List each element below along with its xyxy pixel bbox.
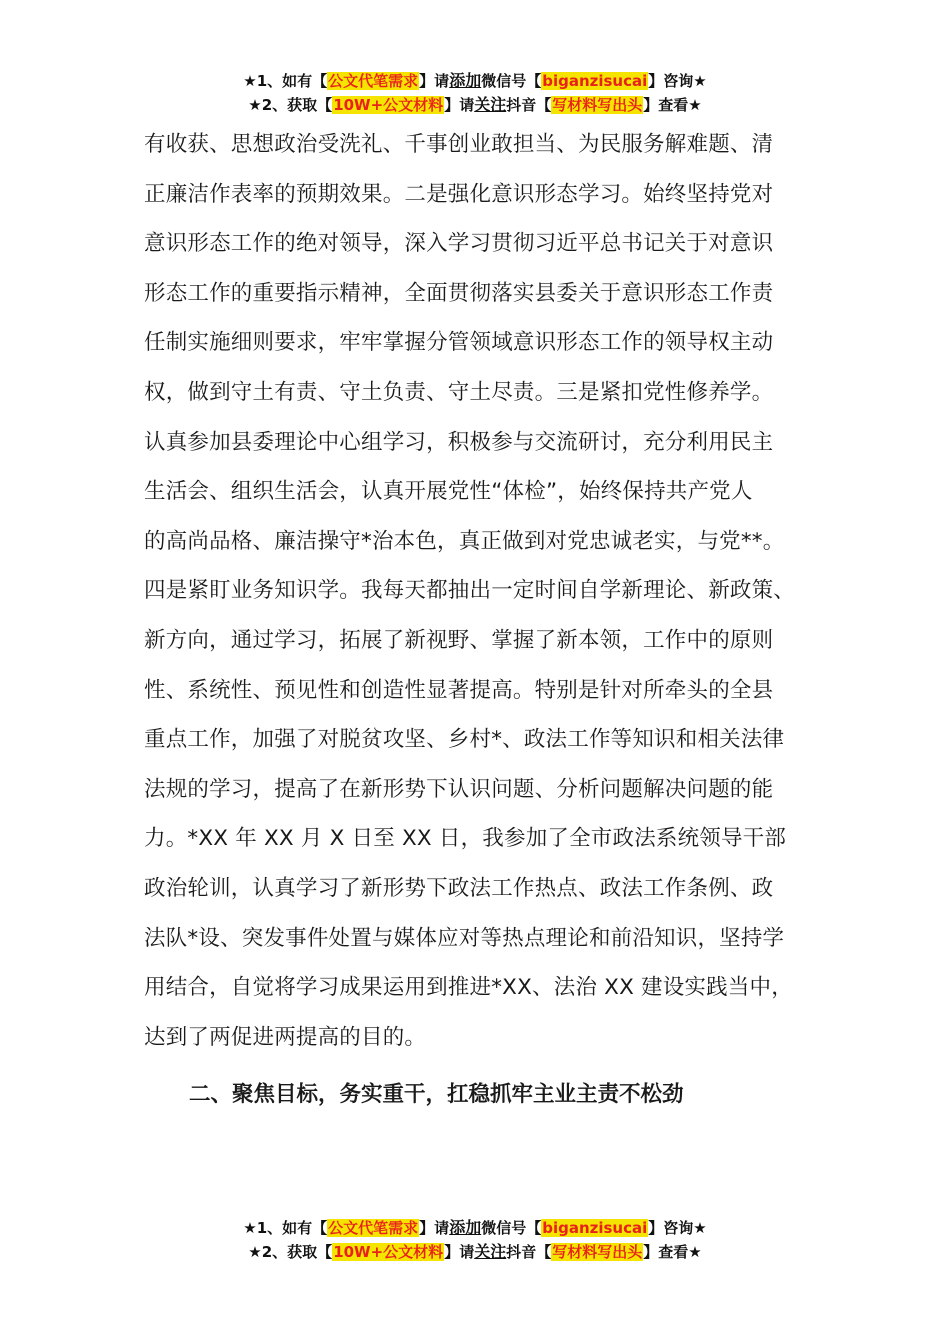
promo-text: 】咨询★ bbox=[648, 1219, 707, 1237]
promo-text: ★2、获取【 bbox=[248, 1243, 333, 1261]
promo-text: 】请 bbox=[444, 96, 475, 114]
promo-text: 】查看★ bbox=[643, 96, 702, 114]
paragraph-line: 达到了两促进两提高的目的。 bbox=[144, 1024, 427, 1050]
promo-highlight: 10W+公文材料 bbox=[333, 96, 444, 114]
promo-underlined: 添加 bbox=[449, 71, 482, 90]
paragraph-line: 意识形态工作的绝对领导，深入学习贯彻习近平总书记关于对意识 bbox=[144, 231, 774, 257]
paragraph-line: 有收获、思想政治受洗礼、千事创业敢担当、为民服务解难题、清 bbox=[144, 132, 774, 157]
paragraph-line: 新方向，通过学习，拓展了新视野、掌握了新本领，工作中的原则 bbox=[144, 627, 774, 653]
paragraph-line: 法队*设、突发事件处置与媒体应对等热点理论和前沿知识，坚持学 bbox=[144, 925, 785, 951]
promo-highlight: 公文代笔需求 bbox=[328, 72, 419, 90]
paragraph-line: 任制实施细则要求，牢牢掌握分管领域意识形态工作的领导权主动 bbox=[144, 330, 774, 356]
promo-text: ★2、获取【 bbox=[248, 96, 333, 114]
promo-underlined: 关注 bbox=[474, 1242, 507, 1261]
paragraph-line: 重点工作，加强了对脱贫攻坚、乡村*、政法工作等知识和相关法律 bbox=[144, 727, 785, 753]
promo-line-1 bbox=[0, 1216, 950, 1240]
promo-text: 微信号【 bbox=[481, 1219, 542, 1237]
promo-underlined: 关注 bbox=[474, 95, 507, 114]
paragraph-line: 力。*XX 年 XX 月 X 日至 XX 日，我参加了全市政法系统领导干部 bbox=[144, 826, 787, 852]
promo-highlight: 10W+公文材料 bbox=[333, 1243, 444, 1261]
footer-promo-banner bbox=[0, 1216, 950, 1264]
body-paragraph bbox=[144, 120, 809, 1062]
promo-text: 】请 bbox=[444, 1243, 475, 1261]
promo-douyin-id: 写材料写出头 bbox=[552, 96, 643, 114]
paragraph-line: 性、系统性、预见性和创造性显著提高。特别是针对所牵头的全县 bbox=[144, 677, 774, 703]
paragraph-line: 的高尚品格、廉洁操守*治本色，真正做到对党忠诚老实，与党**。 bbox=[144, 528, 785, 554]
paragraph-line: 形态工作的重要指示精神，全面贯彻落实县委关于意识形态工作责 bbox=[144, 280, 774, 306]
promo-text: 】查看★ bbox=[643, 1243, 702, 1261]
paragraph-line: 正廉洁作表率的预期效果。二是强化意识形态学习。始终坚持党对 bbox=[144, 181, 774, 207]
promo-text: 抖音【 bbox=[506, 96, 552, 114]
paragraph-line: 政治轮训，认真学习了新形势下政法工作热点、政法工作条例、政 bbox=[144, 875, 774, 901]
promo-highlight: 公文代笔需求 bbox=[328, 1219, 419, 1237]
section-heading: 二、聚焦目标，务实重干，扛稳抓牢主业主责不松劲 bbox=[189, 1082, 684, 1107]
promo-underlined: 添加 bbox=[449, 1218, 482, 1237]
promo-douyin-id: 写材料写出头 bbox=[552, 1243, 643, 1261]
paragraph-line: 认真参加县委理论中心组学习，积极参与交流研讨，充分利用民主 bbox=[144, 429, 774, 455]
header-promo-banner bbox=[0, 69, 950, 117]
paragraph-line: 四是紧盯业务知识学。我每天都抽出一定时间自学新理论、新政策、 bbox=[144, 578, 796, 604]
promo-text: 】咨询★ bbox=[648, 72, 707, 90]
promo-text: 】请 bbox=[419, 72, 450, 90]
promo-line-1 bbox=[0, 69, 950, 93]
promo-line-2 bbox=[0, 93, 950, 117]
paragraph-line: 用结合，自觉将学习成果运用到推进*XX、法治 XX 建设实践当中， bbox=[144, 975, 793, 1001]
promo-line-2 bbox=[0, 1240, 950, 1264]
paragraph-line: 生活会、组织生活会，认真开展党性“体检”，始终保持共产党人 bbox=[144, 479, 753, 505]
promo-wechat-id: biganzisucai bbox=[542, 1219, 648, 1237]
paragraph-line: 法规的学习，提高了在新形势下认识问题、分析问题解决问题的能 bbox=[144, 776, 774, 802]
promo-wechat-id: biganzisucai bbox=[542, 72, 648, 90]
promo-text: 微信号【 bbox=[481, 72, 542, 90]
promo-text: 】请 bbox=[419, 1219, 450, 1237]
promo-text: ★1、如有【 bbox=[243, 72, 328, 90]
promo-text: 抖音【 bbox=[506, 1243, 552, 1261]
paragraph-line: 权，做到守土有责、守土负责、守土尽责。三是紧扣党性修养学。 bbox=[144, 379, 774, 405]
promo-text: ★1、如有【 bbox=[243, 1219, 328, 1237]
